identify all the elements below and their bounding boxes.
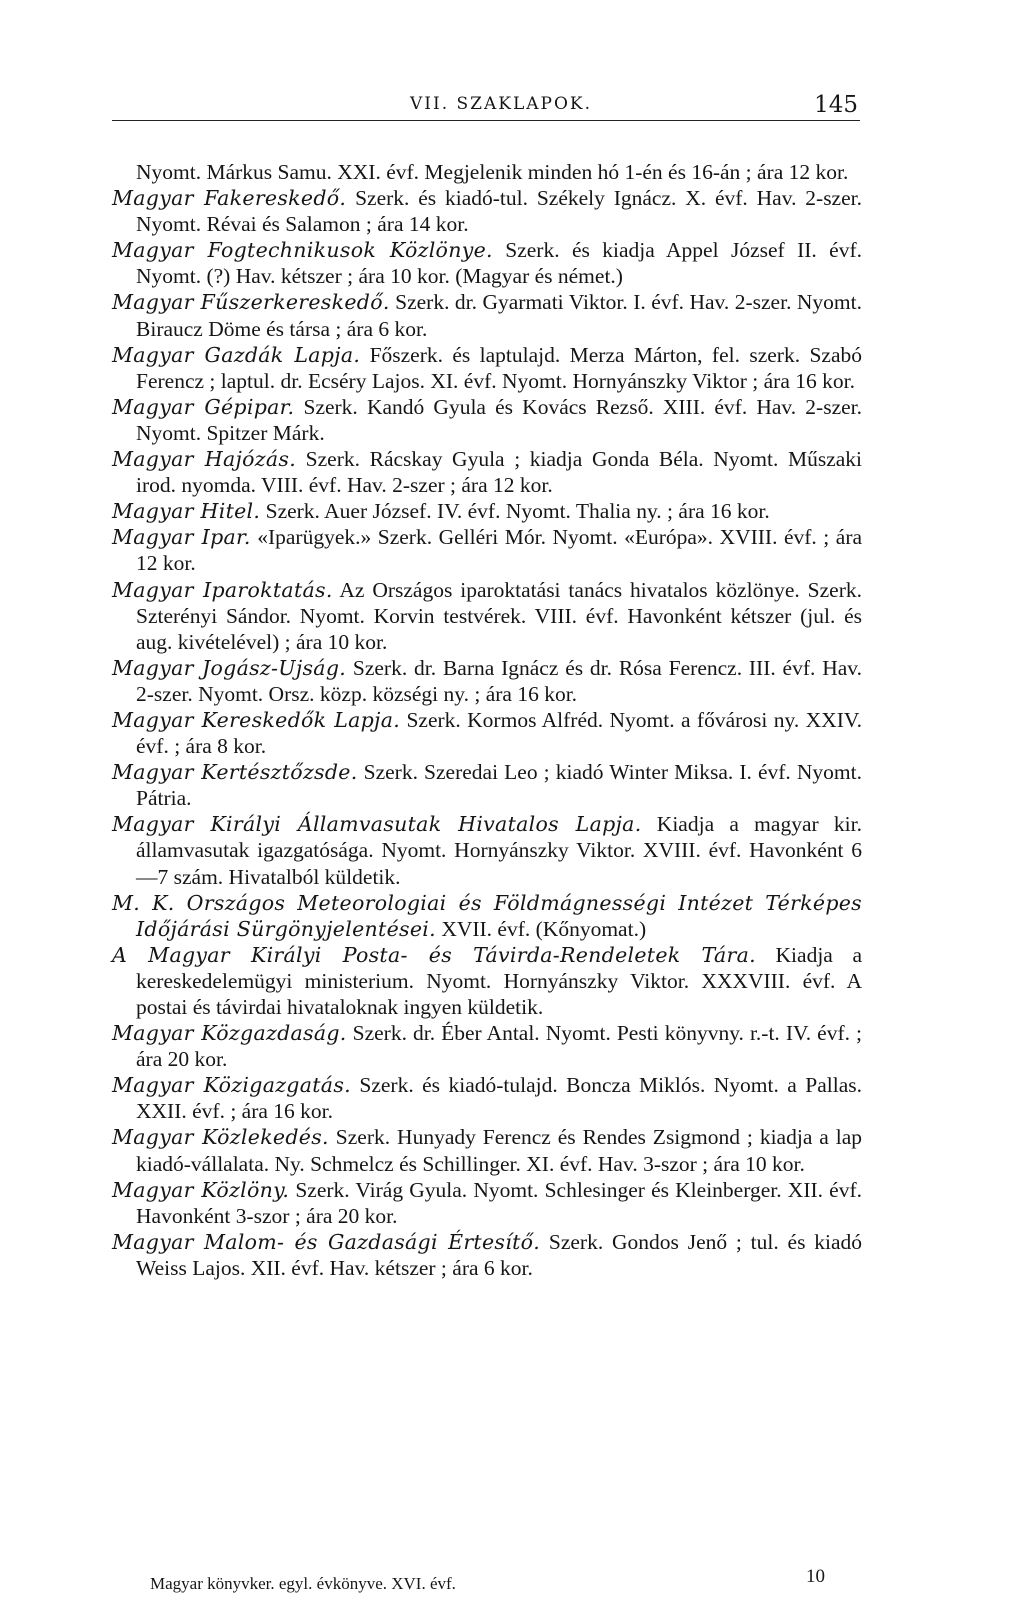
- page-footer: [150, 1566, 850, 1598]
- entry-text: Nyomt. Márkus Samu. XXI. évf. Megjelenik minden hó 1-én és 16-án ; ára 12 kor.: [136, 160, 849, 184]
- signature-mark: 10: [806, 1566, 825, 1587]
- page-number: 145: [814, 92, 858, 118]
- running-title: VII. SZAKLAPOK.: [410, 94, 592, 114]
- entry-text: Kiadja a kereskedelemügyi ministerium. Nyomt. Hornyánszky Viktor. XXXVIII. évf. A postai és távirdai hivataloknak ingyen küldetik.: [136, 942, 862, 1019]
- entry-title: Magyar Malom- és Gazdasági Értesítő.: [112, 1229, 541, 1254]
- list-entry: [112, 707, 862, 759]
- list-entry: [112, 1072, 862, 1124]
- entry-title: Magyar Gazdák Lapja.: [112, 342, 361, 367]
- list-entry: [112, 811, 862, 889]
- entry-text: Szerk. Rácskay Gyula ; kiadja Gonda Béla. Nyomt. Műszaki irod. nyomda. VIII. évf. Hav. 2-szer ; ára 12 kor.: [136, 447, 863, 498]
- entry-text: Szerk. és kiadó-tulajd. Boncza Miklós. Nyomt. a Pallas. XXII. évf. ; ára 16 kor.: [136, 1073, 863, 1124]
- entry-title: Magyar Közlekedés.: [112, 1125, 329, 1150]
- list-entry: [112, 1020, 862, 1072]
- entry-title: Magyar Gépipar.: [112, 394, 295, 419]
- entry-title: Magyar Kereskedők Lapja.: [112, 707, 401, 732]
- footer-book-title: Magyar könyvker. egyl. évkönyve. XVI. évf.: [150, 1574, 456, 1593]
- list-entry: [112, 498, 862, 524]
- entry-text: Kiadja a magyar kir. államvasutak igazgatósága. Nyomt. Hornyánszky Viktor. XVIII. évf. Havonként 6—7 szám. Hivatalból küldetik.: [136, 812, 862, 889]
- entry-title: Magyar Közigazgatás.: [112, 1073, 351, 1098]
- running-head: [112, 86, 860, 121]
- entry-text: Szerk. Kandó Gyula és Kovács Rezső. XIII. évf. Hav. 2-szer. Nyomt. Spitzer Márk.: [136, 394, 863, 445]
- entry-text: Szerk. Kormos Alfréd. Nyomt. a fővárosi ny. XXIV. évf. ; ára 8 kor.: [136, 707, 862, 759]
- entry-title: Magyar Fogtechnikusok Közlönye.: [112, 238, 493, 263]
- list-entry: [112, 524, 862, 576]
- entry-title: Magyar Hitel.: [112, 499, 261, 524]
- entry-text: Szerk. Gondos Jenő ; tul. és kiadó Weiss Lajos. XII. évf. Hav. kétszer ; ára 6 kor.: [136, 1229, 863, 1280]
- list-entry: [112, 342, 862, 394]
- entry-title: Magyar Fakereskedő.: [112, 186, 347, 211]
- list-entry: [112, 890, 862, 942]
- entry-text: Szerk. és kiadó-tul. Székely Ignácz. X. évf. Hav. 2-szer. Nyomt. Révai és Salamon ; ára 14 kor.: [136, 186, 862, 237]
- list-entry: [112, 1124, 862, 1176]
- entry-text: XVII. évf. (Kőnyomat.): [441, 916, 647, 941]
- list-entry: [112, 1177, 862, 1229]
- list-entry: [112, 394, 862, 446]
- entry-title: Magyar Ipar.: [112, 525, 251, 550]
- list-entry: [112, 1229, 862, 1281]
- entry-text: Szerk. dr. Gyarmati Viktor. I. évf. Hav. 2-szer. Nyomt. Biraucz Döme és társa ; ára 6 kor.: [136, 290, 863, 341]
- entry-title: M. K. Országos Meteorologiai és Földmágnességi Intézet Térképes Időjárási Sürgönyjelentései.: [112, 890, 862, 941]
- entry-title: Magyar Királyi Államvasutak Hivatalos Lapja.: [112, 812, 642, 837]
- entry-text: Az Országos iparoktatási tanács hivatalos közlönye. Szerk. Szterényi Sándor. Nyomt. Korvin testvérek. VIII. évf. Havonként kétszer (jul. és aug. kivételével) ; ára 10 kor.: [136, 577, 862, 654]
- list-entry: [112, 655, 862, 707]
- list-entry: [112, 759, 862, 811]
- entry-text: Főszerk. és laptulajd. Merza Márton, fel. szerk. Szabó Ferencz ; laptul. dr. Ecséry Lajos. XI. évf. Nyomt. Hornyánszky Viktor ; ára 16 kor.: [136, 342, 862, 393]
- list-entry: [112, 446, 862, 498]
- list-entry: [112, 577, 862, 655]
- list-entry: [112, 289, 862, 341]
- entry-text: Szerk. Szeredai Leo ; kiadó Winter Miksa. I. évf. Nyomt. Pátria.: [136, 760, 862, 811]
- entry-text: «Iparügyek.» Szerk. Gelléri Mór. Nyomt. «Európa». XVIII. évf. ; ára 12 kor.: [136, 525, 863, 576]
- list-entry: [112, 942, 862, 1020]
- entry-title: Magyar Hajózás.: [112, 447, 297, 472]
- list-entry: [112, 237, 862, 289]
- entry-title: Magyar Kertésztőzsde.: [112, 760, 358, 785]
- list-entry: [112, 159, 862, 185]
- entry-title: Magyar Közlöny.: [112, 1177, 290, 1202]
- entry-title: Magyar Fűszerkereskedő.: [112, 290, 390, 315]
- entry-title: Magyar Iparoktatás.: [112, 577, 333, 602]
- periodical-list: [112, 159, 862, 1281]
- list-entry: [112, 185, 862, 237]
- entry-title: Magyar Közgazdaság.: [112, 1021, 347, 1046]
- entry-text: Szerk. Virág Gyula. Nyomt. Schlesinger és Kleinberger. XII. évf. Havonként 3-szor ; ára 20 kor.: [136, 1177, 863, 1228]
- entry-text: Szerk. dr. Éber Antal. Nyomt. Pesti könyvny. r.-t. IV. évf. ; ára 20 kor.: [136, 1021, 862, 1072]
- entry-title: Magyar Jogász-Ujság.: [112, 655, 347, 680]
- entry-text: Szerk. és kiadja Appel József II. évf. Nyomt. (?) Hav. kétszer ; ára 10 kor. (Magyar és német.): [136, 238, 862, 289]
- entry-text: Szerk. Auer József. IV. évf. Nyomt. Thalia ny. ; ára 16 kor.: [265, 499, 770, 524]
- entry-text: Szerk. Hunyady Ferencz és Rendes Zsigmond ; kiadja a lap kiadó-vállalata. Ny. Schmelcz és Schillinger. XI. évf. Hav. 3-szor ; ára 10 kor.: [136, 1125, 863, 1176]
- entry-title: A Magyar Királyi Posta- és Távirda-Rendeletek Tára.: [112, 942, 756, 967]
- entry-text: Szerk. dr. Barna Ignácz és dr. Rósa Ferencz. III. évf. Hav. 2-szer. Nyomt. Orsz. közp. községi ny. ; ára 16 kor.: [136, 655, 863, 706]
